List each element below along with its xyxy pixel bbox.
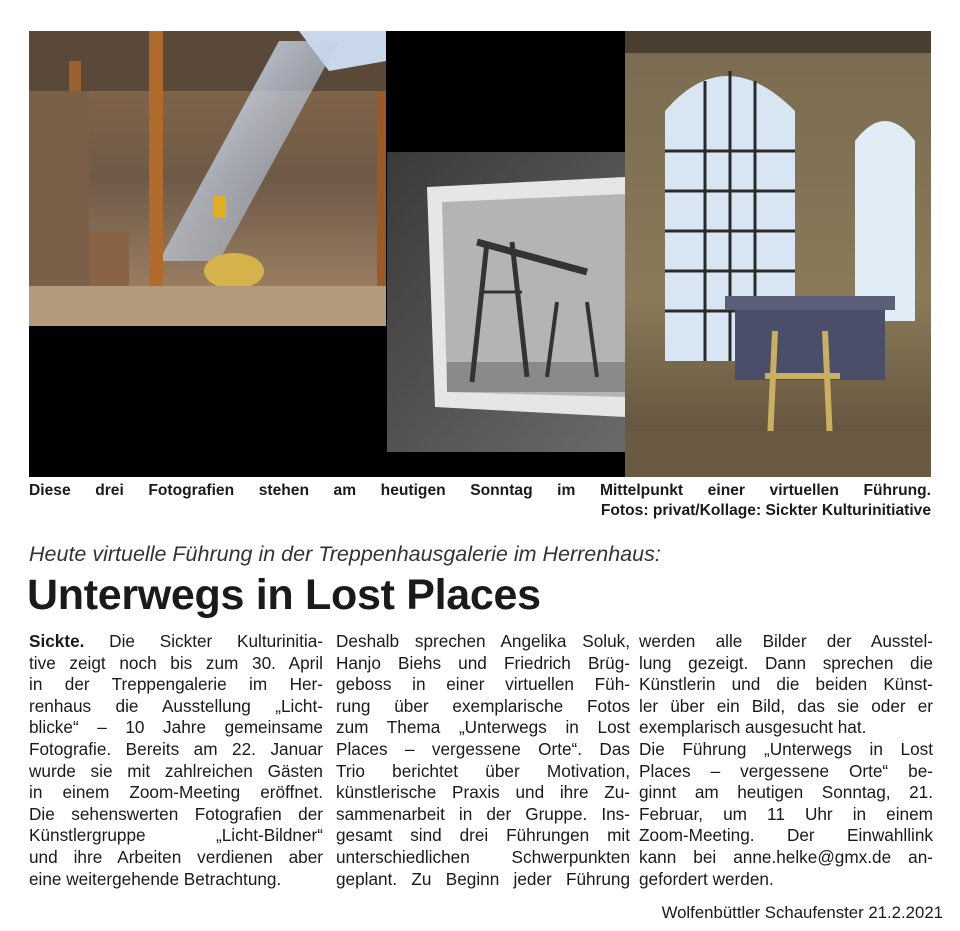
- article-column-2: [336, 631, 630, 890]
- text-line: ginnt am heutigen Sonntag, 21.: [639, 782, 933, 803]
- text-line: kann bei anne.helke@gmx.de an-: [639, 846, 933, 867]
- text-line: Künstlerin und die beiden Künst-: [639, 674, 933, 695]
- text-line: Die Führung „Unterwegs in Lost: [639, 738, 933, 759]
- article-kicker: Heute virtuelle Führung in der Treppenhausgalerie im Herrenhaus:: [29, 542, 661, 566]
- text-line: blicke“ – 10 Jahre gemeinsame: [29, 717, 323, 738]
- text-line: geplant. Zu Beginn jeder Führung: [336, 868, 630, 889]
- text-line: wurde sie mit zahlreichen Gästen: [29, 760, 323, 781]
- photo-credit: Fotos: privat/Kollage: Sickter Kulturinitiative: [600, 502, 931, 519]
- caption-line: Diese drei Fotografien stehen am heutigen Sonntag im Mittelpunkt einer virtuellen Führung.: [29, 482, 931, 499]
- publication-credit: Wolfenbüttler Schaufenster 21.2.2021: [661, 903, 943, 922]
- text-line: Hanjo Biehs und Friedrich Brüg-: [336, 652, 630, 673]
- text-line: in einem Zoom-Meeting eröffnet.: [29, 782, 323, 803]
- photo-collage: [29, 31, 931, 477]
- text-line: geboss in einer virtuellen Füh-: [336, 674, 630, 695]
- text-line: in der Treppengalerie im Her-: [29, 674, 323, 695]
- framed-bw-photo: [387, 152, 625, 452]
- text-line: [29, 631, 323, 653]
- text-line: lung gezeigt. Dann sprechen die: [639, 652, 933, 673]
- text-line: Fotografie. Bereits am 22. Januar: [29, 738, 323, 759]
- abandoned-room-photo: [625, 31, 931, 477]
- text-line: Februar, um 11 Uhr in einem: [639, 803, 933, 824]
- text-line: Künstlergruppe „Licht-Bildner“: [29, 825, 323, 846]
- text-line: und ihre Arbeiten verdienen aber: [29, 846, 323, 867]
- text-line: ler über ein Bild, das sie oder er: [639, 695, 933, 716]
- text-line: Places – vergessene Orte“. Das: [336, 738, 630, 759]
- text-line: sammenarbeit in der Gruppe. Ins-: [336, 803, 630, 824]
- dateline: Sickte.: [29, 631, 85, 651]
- text-line: Trio berichtet über Motivation,: [336, 760, 630, 781]
- text-line: exemplarisch ausgesucht hat.: [639, 717, 867, 738]
- text-line: werden alle Bilder der Ausstel-: [639, 631, 933, 651]
- photo-caption: [29, 481, 931, 521]
- factory-hall-photo: [29, 31, 386, 326]
- article-column-1: [29, 631, 323, 890]
- text-line: unterschiedlichen Schwerpunkten: [336, 846, 630, 867]
- text-line: tive zeigt noch bis zum 30. April: [29, 652, 323, 673]
- article-headline: Unterwegs in Lost Places: [27, 571, 541, 619]
- text-line: Die sehenswerten Fotografien der: [29, 803, 323, 824]
- text-line: Places – vergessene Orte“ be-: [639, 760, 933, 781]
- text-line: Deshalb sprechen Angelika Soluk,: [336, 631, 630, 651]
- text-line: renhaus die Ausstellung „Licht-: [29, 695, 323, 716]
- text-line: gesamt sind drei Führungen mit: [336, 825, 630, 846]
- text-line: eine weitergehende Betrachtung.: [29, 868, 282, 889]
- text-line: Zoom-Meeting. Der Einwahllink: [639, 825, 933, 846]
- article-column-3: [639, 631, 933, 890]
- text-fragment: Die Sickter Kulturinitia-: [84, 631, 323, 651]
- text-line: rung über exemplarische Fotos: [336, 695, 630, 716]
- text-line: gefordert werden.: [639, 868, 774, 889]
- text-line: zum Thema „Unterwegs in Lost: [336, 717, 630, 738]
- text-line: künstlerische Praxis und ihre Zu-: [336, 782, 630, 803]
